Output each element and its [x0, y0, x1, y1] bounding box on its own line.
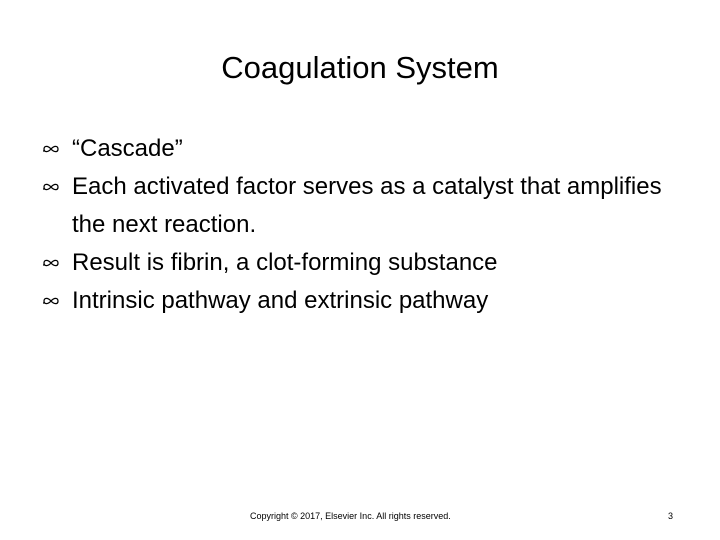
slide-title: Coagulation System — [221, 50, 499, 85]
wavy-bullet-icon — [42, 181, 60, 193]
page-number: 3 — [668, 511, 674, 521]
wavy-bullet-icon — [42, 143, 60, 155]
bullet-list — [42, 130, 662, 320]
wavy-bullet-icon — [42, 257, 60, 269]
slide-footer — [0, 509, 720, 523]
wavy-bullet-icon — [42, 295, 60, 307]
bullet-item — [42, 244, 662, 282]
bullet-text: “Cascade” — [72, 135, 183, 162]
bullet-item — [42, 168, 662, 244]
bullet-text: Intrinsic pathway and extrinsic pathway — [72, 287, 489, 314]
bullet-item — [42, 282, 662, 320]
bullet-text: Result is fibrin, a clot-forming substance — [72, 249, 498, 276]
bullet-item — [42, 130, 662, 168]
bullet-text: Each activated factor serves as a catalyst that amplifies the next reaction. — [72, 173, 662, 238]
copyright-notice: Copyright © 2017, Elsevier Inc. All rights reserved. — [250, 511, 451, 521]
